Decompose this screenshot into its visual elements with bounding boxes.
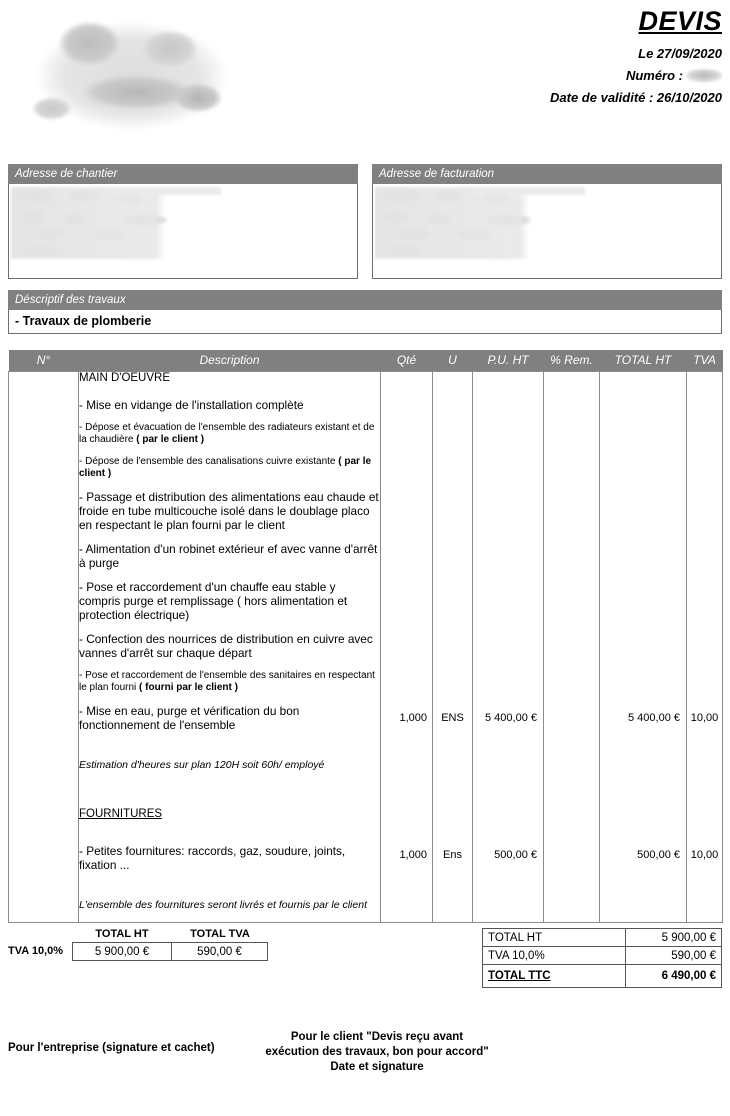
vat-row-total-tva: 590,00 €	[172, 942, 268, 961]
labor-estimate-note: Estimation d'heures sur plan 120H soit 60h/ employé	[79, 758, 325, 771]
labor-heading: MAIN D'OEUVRE	[79, 371, 171, 384]
quote-number-redacted	[686, 69, 722, 82]
quote-number-label: Numéro :	[625, 68, 683, 83]
works-description-section	[8, 290, 722, 334]
row-unit-labor: ENS Ens	[433, 371, 473, 922]
validity-date: Date de validité : 26/10/2020	[550, 90, 722, 105]
works-description-text: - Travaux de plomberie	[8, 310, 722, 334]
vat-breakdown-row	[8, 942, 268, 961]
supplies-line-0: - Petites fournitures: raccords, gaz, soudure, joints, fixation ...	[79, 843, 346, 872]
labor-line-7: - Pose et raccordement de l'ensemble des sanitaires en respectant le plan fourni ( fourni par le client )	[79, 669, 375, 693]
row-tva-labor: 10,00 10,00	[687, 371, 723, 922]
client-signature-block	[262, 1030, 492, 1075]
document-header	[0, 0, 730, 152]
billing-address-body	[372, 184, 722, 279]
column-header-total-ht: TOTAL HT	[600, 350, 687, 371]
supplies-note: L'ensemble des fournitures seront livrés et fournis par le client	[79, 898, 367, 911]
vat-header-total-tva: TOTAL TVA	[190, 928, 250, 940]
totals-value-tva: 590,00 €	[625, 947, 721, 964]
address-row	[8, 164, 722, 279]
company-signature-label: Pour l'entreprise (signature et cachet)	[8, 1042, 215, 1054]
labor-line-6: - Confection des nourrices de distribution en cuivre avec vannes d'arrêt sur chaque départ	[79, 631, 373, 660]
line-items-table	[8, 350, 723, 923]
page-title: DEVIS	[638, 6, 722, 36]
client-signature-line-2: exécution des travaux, bon pour accord"	[265, 1046, 489, 1058]
supplies-heading: FOURNITURES	[79, 807, 163, 820]
works-description-label: Déscriptif des travaux	[8, 290, 722, 310]
vat-header-total-ht: TOTAL HT	[95, 928, 149, 940]
line-items-table-wrapper	[8, 350, 722, 923]
totals-label-ttc: TOTAL TTC	[488, 970, 551, 982]
labor-line-8: - Mise en eau, purge et vérification du bon fonctionnement de l'ensemble	[79, 703, 300, 732]
site-address-redacted	[11, 187, 225, 259]
quote-number-row	[302, 68, 722, 83]
column-header-unit-price: P.U. HT	[473, 350, 544, 371]
column-header-tva: TVA	[687, 350, 723, 371]
row-description-labor	[79, 371, 381, 922]
table-row	[9, 371, 723, 922]
row-unit-price-labor: 5 400,00 € 500,00 €	[473, 371, 544, 922]
labor-line-5: - Pose et raccordement d'un chauffe eau stable y compris purge et remplissage ( hors alimentation et protection électrique)	[79, 579, 348, 622]
vat-row-total-ht: 5 900,00 €	[72, 942, 172, 961]
signature-footer	[0, 1026, 730, 1086]
header-meta-block	[302, 6, 722, 112]
column-header-description: Description	[79, 350, 381, 371]
column-header-qty: Qté	[381, 350, 433, 371]
totals-value-ht: 5 900,00 €	[625, 929, 721, 946]
totals-summary-box	[482, 928, 722, 988]
client-signature-line-3: Date et signature	[330, 1061, 424, 1073]
totals-row-ht	[483, 929, 721, 947]
row-qty-labor: 1,000 1,000	[381, 371, 433, 922]
totals-row-ttc	[483, 965, 721, 987]
billing-address-box	[372, 164, 722, 279]
totals-row-tva	[483, 947, 721, 965]
company-logo-redacted	[14, 8, 250, 144]
row-total-ht-labor: 5 400,00 € 500,00 €	[600, 371, 687, 922]
labor-line-0: - Mise en vidange de l'installation complète	[79, 397, 304, 412]
table-header-row	[9, 350, 723, 371]
column-header-discount: % Rem.	[544, 350, 600, 371]
row-number-labor	[9, 371, 79, 922]
billing-address-label: Adresse de facturation	[372, 164, 722, 184]
labor-line-2: - Dépose de l'ensemble des canalisations cuivre existante ( par le client )	[79, 455, 372, 479]
vat-breakdown-block	[8, 928, 268, 961]
totals-value-ttc: 6 490,00 €	[625, 965, 721, 987]
totals-label-tva: TVA 10,0%	[488, 949, 545, 962]
column-header-unit: U	[433, 350, 473, 371]
site-address-label: Adresse de chantier	[8, 164, 358, 184]
site-address-box	[8, 164, 358, 279]
vat-breakdown-header	[8, 928, 268, 940]
billing-address-redacted	[375, 187, 589, 259]
row-discount-labor	[544, 371, 600, 922]
client-signature-line-1: Pour le client "Devis reçu avant	[290, 1031, 464, 1043]
column-header-num: N°	[9, 350, 79, 371]
vat-rate-label: TVA 10,0%	[8, 945, 64, 957]
quote-date: Le 27/09/2020	[638, 46, 722, 61]
labor-line-4: - Alimentation d'un robinet extérieur ef avec vanne d'arrêt à purge	[79, 541, 378, 570]
labor-line-3: - Passage et distribution des alimentations eau chaude et froide en tube multicouche isolé dans le doublage placo en respectant le plan fourni par le client	[79, 489, 379, 532]
site-address-body	[8, 184, 358, 279]
labor-line-1: - Dépose et évacuation de l'ensemble des radiateurs existant et de la chaudière ( par le client )	[79, 421, 375, 445]
totals-label-ht: TOTAL HT	[488, 931, 543, 944]
